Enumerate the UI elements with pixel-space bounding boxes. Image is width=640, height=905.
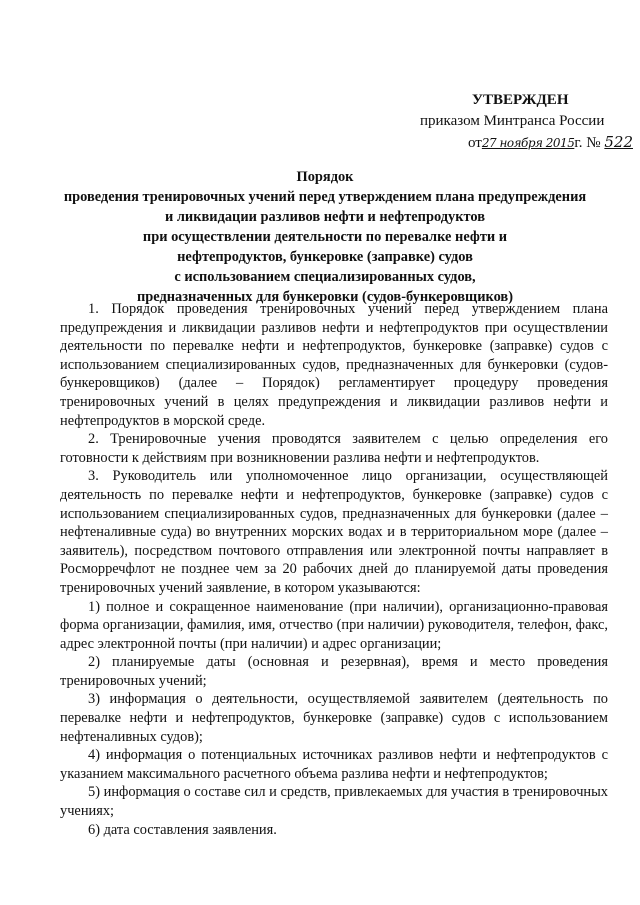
document-body <box>60 300 608 839</box>
list-item-6: 6) дата составления заявления. <box>88 821 277 838</box>
title-line: при осуществлении деятельности по перевалке нефти и <box>142 229 508 245</box>
list-item-3: 3) информация о деятельности, осуществляемой заявителем (деятельность по перевалке нефти и нефтепродуктов, бункеровке (заправке) судов с использованием нефтеналивных судов); <box>60 691 608 745</box>
list-item-1: 1) полное и сокращенное наименование (при наличии), организационно-правовая форма организации, фамилия, имя, отчество (при наличии) руководителя, телефон, факс, адрес электронной почты (при наличии) и адрес организации; <box>60 598 608 652</box>
paragraph-1: 1. Порядок проведения тренировочных учений перед утверждением плана предупреждения и ликвидации разливов нефти и нефтепродуктов при осуществлении деятельности по перевалке нефти и нефтепродуктов, бункеровке (заправке) судов с использованием специализированных судов, предназначенных для бункеровки (судов-бункеровщиков) (далее – Порядок) регламентирует процедуру проведения тренировочных учений в целях предупреждения и ликвидации разливов нефти и нефтепродуктов в морской среде. <box>60 301 608 429</box>
title-line: предназначенных для бункеровки (судов-бункеровщиков) <box>136 289 513 305</box>
approved-label: УТВЕРЖДЕН <box>472 92 569 108</box>
list-item-5: 5) информация о составе сил и средств, привлекаемых для участия в тренировочных учениях; <box>60 784 608 820</box>
title-line: Порядок <box>296 169 354 185</box>
date-suffix: г. № <box>574 135 601 151</box>
order-date-number <box>420 132 633 154</box>
title-line: нефтепродуктов, бункеровке (заправке) судов <box>177 249 473 265</box>
list-item-2: 2) планируемые даты (основная и резервная), время и место проведения тренировочных учений; <box>60 654 608 689</box>
paragraph-3: 3. Руководитель или уполномоченное лицо организации, осуществляющей деятельность по перевалке нефти и нефтепродуктов, бункеровке (заправке) судов с использованием специализированных судов, предназначенных для бункеровки (далее – нефтеналивные суда) во внутренних морских водах и в территориальном море (далее – заявитель), посредством почтового отправления или электронной почты направляет в Росморречфлот не позднее чем за 20 рабочих дней до планируемой даты проведения тренировочных учений заявление, в котором указываются: <box>60 468 608 596</box>
title-line: и ликвидации разливов нефти и нефтепродуктов <box>164 209 486 225</box>
paragraph-2: 2. Тренировочные учения проводятся заявителем с целью определения его готовности к действиям при возникновении разлива нефти и нефтепродуктов. <box>60 431 608 466</box>
handwritten-date: 27 ноября 2015 <box>481 136 575 150</box>
approving-order: приказом Минтранса России <box>420 113 605 129</box>
document-title <box>40 167 610 307</box>
title-line: проведения тренировочных учений перед утверждением плана предупреждения <box>63 189 587 205</box>
list-item-4: 4) информация о потенциальных источниках разливов нефти и нефтепродуктов с указанием максимального расчетного объема разлива нефти и нефтепродуктов; <box>60 747 608 782</box>
title-line: с использованием специализированных судов, <box>174 269 476 285</box>
date-prefix: от <box>468 135 482 151</box>
approval-stamp <box>420 90 633 154</box>
handwritten-order-number: 522 <box>604 133 633 151</box>
